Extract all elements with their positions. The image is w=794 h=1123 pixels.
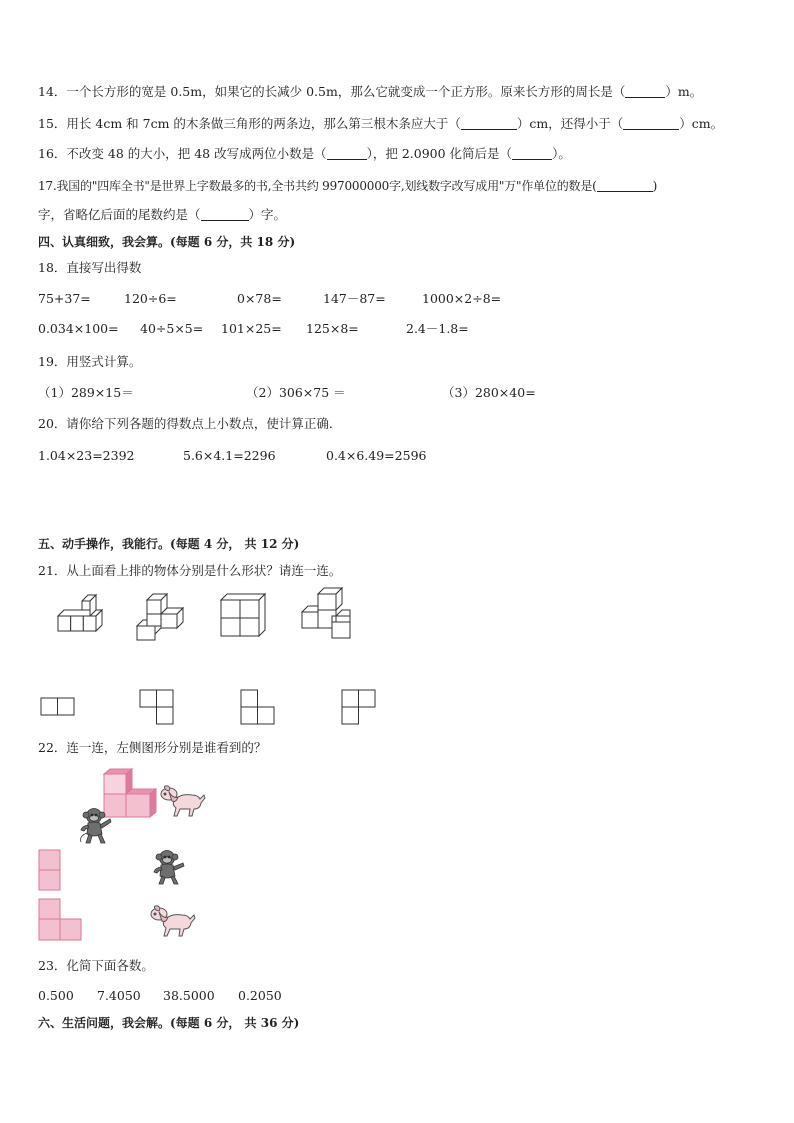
monkey-icon xyxy=(78,806,114,846)
top-view-3 xyxy=(240,689,276,725)
vertical-calc-item: （1）289×15＝ xyxy=(38,385,134,400)
expression: 2.4－1.8= xyxy=(406,321,469,336)
question-22-title: 22．连一连，左侧图形分别是谁看到的？ xyxy=(38,740,267,755)
question-15: 15．用长 4cm 和 7cm 的木条做三角形的两条边，那么第三根木条应大于（ ）cm，还得小于（ ）cm。 xyxy=(38,116,724,131)
question-21-title: 21．从上面看上排的物体分别是什么形状？请连一连。 xyxy=(38,563,342,578)
vertical-calc-item: （2）306×75 ＝ xyxy=(246,385,346,400)
number-item: 38.5000 xyxy=(163,988,215,1003)
decimal-point-item: 0.4×6.49=2596 xyxy=(326,448,427,463)
expression: 40÷5×5= xyxy=(140,321,204,336)
vertical-calc-item: （3）280×40= xyxy=(442,385,536,400)
number-item: 7.4050 xyxy=(97,988,141,1003)
side-view-shape-1 xyxy=(38,849,62,891)
answer-blank[interactable] xyxy=(327,147,367,160)
section-6-title: 六、生活问题，我会解。(每题 6 分， 共 36 分) xyxy=(38,1016,300,1030)
cube-figure-2 xyxy=(136,594,186,642)
question-17: 17.我国的"四库全书"是世界上字数最多的书,全书共约 997000000字,划线数字改写成用"万"作单位的数是( ) xyxy=(38,179,658,193)
cube-figure-1 xyxy=(55,598,105,640)
section-5-title: 五、动手操作，我能行。(每题 4 分， 共 12 分) xyxy=(38,537,300,551)
cube-figure-3 xyxy=(219,592,267,640)
expression: 0×78= xyxy=(237,291,282,306)
monkey-icon xyxy=(150,848,186,886)
top-view-4 xyxy=(341,689,377,725)
dog-icon xyxy=(160,783,208,819)
answer-blank[interactable] xyxy=(461,117,517,130)
answer-blank[interactable] xyxy=(623,117,679,130)
expression: 1000×2÷8= xyxy=(422,291,502,306)
question-23-title: 23．化简下面各数。 xyxy=(38,958,154,973)
decimal-point-item: 5.6×4.1=2296 xyxy=(183,448,276,463)
answer-blank[interactable] xyxy=(512,147,552,160)
expression: 120÷6= xyxy=(124,291,177,306)
answer-blank[interactable] xyxy=(201,208,249,221)
question-18-title: 18．直接写出得数 xyxy=(38,260,142,275)
question-16: 16．不改变 48 的大小，把 48 改写成两位小数是（ ），把 2.0900 化简后是（ ）。 xyxy=(38,146,571,161)
answer-blank[interactable] xyxy=(625,85,665,98)
question-14: 14．一个长方形的宽是 0.5m，如果它的长减少 0.5m，那么它就变成一个正方形。原来长方形的周长是（ ）m。 xyxy=(38,84,703,99)
number-item: 0.500 xyxy=(38,988,74,1003)
number-item: 0.2050 xyxy=(238,988,282,1003)
expression: 147－87= xyxy=(323,291,386,306)
dog-icon xyxy=(150,903,200,941)
top-view-2 xyxy=(139,689,175,725)
decimal-point-item: 1.04×23=2392 xyxy=(38,448,135,463)
answer-blank[interactable] xyxy=(597,179,653,192)
expression: 101×25= xyxy=(221,321,282,336)
section-4-title: 四、认真细致，我会算。(每题 6 分，共 18 分) xyxy=(38,235,296,249)
question-17-cont: 字，省略亿后面的尾数约是（ ）字。 xyxy=(38,207,287,222)
question-19-title: 19．用竖式计算。 xyxy=(38,354,142,369)
top-view-1 xyxy=(40,697,76,717)
question-20-title: 20．请你给下列各题的得数点上小数点，使计算正确． xyxy=(38,416,342,431)
expression: 125×8= xyxy=(306,321,359,336)
expression: 75+37= xyxy=(38,291,91,306)
side-view-shape-2 xyxy=(38,898,84,942)
expression: 0.034×100= xyxy=(38,321,119,336)
cube-figure-4 xyxy=(300,586,354,640)
